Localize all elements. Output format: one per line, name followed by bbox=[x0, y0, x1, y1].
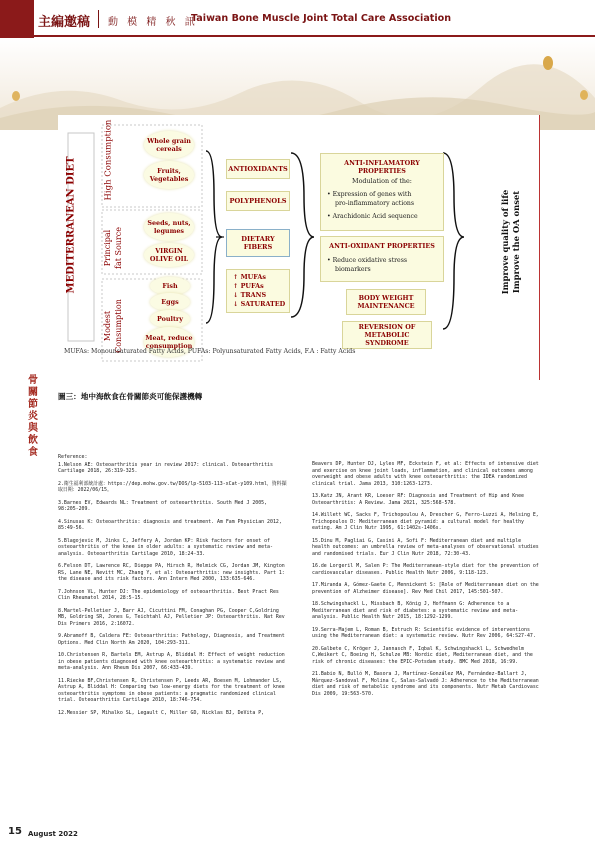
outcome-label bbox=[500, 187, 522, 297]
food-item: Whole grain cereals bbox=[144, 131, 194, 159]
reference-item: 1.Nelson AE: Osteoarthritis year in review 2017: clinical. Osteoarthritis Cartilage 2018, 26:319-325. bbox=[58, 461, 276, 474]
association-name: Taiwan Bone Muscle Joint Total Care Association bbox=[191, 13, 452, 24]
diagram-connectors bbox=[58, 115, 539, 380]
effect-bullets: • Expression of genes with pro-inflammatory actions • Arachidonic Acid sequence bbox=[327, 190, 437, 221]
effect-title: ANTI-OXIDANT PROPERTIES bbox=[329, 242, 435, 250]
reference-item: 20.Galbete C, Kröger J, Jannasch F, Iqbal K, Schwingshackl L, Schwedhelm C,Weikert C, Boeing H, Schulze MB: Nordic diet, Mediterranean diet, and the risk of chronic diseases: the EPIC-Potsdam study. BMC Med 2018, 16:99. bbox=[312, 645, 536, 665]
component-antioxidants: ANTIOXIDANTS bbox=[226, 159, 290, 179]
reference-item: 5.Blagojevic M, Jinks C, Jeffery A, Jordan KP: Risk factors for onset of osteoarthritis of the knee in older adults: a systematic review and meta-analysis. Osteoarthritis Cartilage 2010, 18:24-33. bbox=[58, 537, 273, 557]
effect-text: pro-inflammatory actions bbox=[335, 200, 415, 207]
reference-item: 15.Dinu M, Pagliai G, Casini A, Sofi F: Mediterranean diet and multiple health outcomes: an umbrella review of meta-analyses of observational studies and randomised trials. Eur J Clin Nutr 2018, 72:30-43. bbox=[312, 537, 542, 557]
outcome-line: Improve quality of life bbox=[500, 189, 510, 295]
food-item: Meat, reduce consumption bbox=[144, 327, 194, 357]
reference-item: 11.Riecke BF,Christensen R, Christensen P, Leeds AR, Boesen M, Lohmander LS, Astrup A, Bliddal H: Comparing two low-energy diets for the treatment of knee osteoarthritis symptoms in obese patients: a pragmatic randomized clinical trial. Osteoarthritis Cartilage 2010, 18:746-754. bbox=[58, 677, 288, 703]
reference-item: 10.Christensen R, Bartels EM, Astrup A, Bliddal H: Effect of weight reduction in obese patients diagnosed with knee osteoarthritis: a systematic review and meta-analysis. Ann Rheum Dis 2007, 66:433-439. bbox=[58, 652, 288, 671]
section-title: 主編邀稿 bbox=[38, 15, 91, 30]
component-fats bbox=[226, 269, 290, 313]
diagram-frame bbox=[58, 115, 540, 380]
component-dietary-fibers bbox=[226, 229, 290, 257]
effect-title: ANTI-INFLAMATORY PROPERTIES bbox=[344, 159, 420, 175]
references-heading: Reference: bbox=[58, 454, 88, 460]
effect-anti-inflammatory bbox=[320, 153, 444, 231]
reference-item: 14.Willett WC, Sacks F, Trichopoulou A, Drescher G, Ferro-Luzzi A, Helsing E, Trichopoulos D: Mediterranean diet pyramid: a cultural model for healthy eating. Am J Clin Nutr 1995, 61:1402s-1406s. bbox=[312, 512, 542, 531]
food-item: Fish bbox=[150, 277, 190, 295]
header-accent-bar bbox=[0, 0, 34, 38]
reference-item: 9.Abramoff B, Caldera FE: Osteoarthritis: Pathology, Diagnosis, and Treatment Options. Med Clin North Am 2020, 104:293-311. bbox=[58, 633, 288, 646]
effect-body-weight bbox=[346, 289, 426, 315]
group-label-high-consumption: High Consumption bbox=[103, 119, 114, 201]
reference-item: 2.衛生福利部統計處：https://dep.mohw.gov.tw/DOS/lp-5103-113-xCat-y109.html，資料擷取日期：2022/06/15。 bbox=[58, 480, 287, 493]
reference-item: 8.Martel-Pelletier J, Barr AJ, Cicuttini FM, Conaghan PG, Cooper C,Goldring MB, Goldring SR, Jones G, Teichtahl AJ, Pelletier JP: Osteoarthritis. Nat Rev Dis Primers 2016, 2:16072. bbox=[58, 607, 288, 627]
effect-bullets: • Reduce oxidative stress biomarkers bbox=[327, 256, 437, 274]
header-rule bbox=[34, 35, 595, 37]
food-item: Eggs bbox=[150, 293, 190, 311]
effect-title: METABOLIC SYNDROME bbox=[364, 331, 410, 347]
page-number: 15 bbox=[8, 826, 22, 837]
effect-title: MAINTENANCE bbox=[357, 302, 415, 310]
reference-item: 12.Messier SP, Mihalko SL, Legault C, Miller GD, Nicklas BJ, DeVita P, bbox=[58, 709, 265, 716]
component-text: ↑ PUFAs bbox=[233, 282, 264, 290]
effect-text: Reduce oxidative stress bbox=[332, 257, 408, 264]
reference-item: 17.Miranda A, Gómez-Gaete C, Mennickent S: [Role of Mediterranean diet on the prevention of Alzheimer disease]. Rev Med Chil 2017, 145:501-507. bbox=[312, 582, 542, 595]
reference-item: 13.Katz JN, Arant KR, Loeser RF: Diagnosis and Treatment of Hip and Knee Osteoarthritis: A Review. Jama 2021, 325:568-578. bbox=[312, 493, 527, 506]
outcome-line: Improve the OA onset bbox=[511, 190, 521, 294]
newsletter-name: 動 模 精 秋 訊 bbox=[108, 17, 198, 28]
effect-text: Expression of genes with bbox=[332, 191, 412, 198]
reference-item: Beavers DP, Hunter DJ, Lyles MF, Eckstein F, et al: Effects of intensive diet and exercise on knee joint loads, inflammation, and clinical outcomes among overweight and obese adults with knee osteoarthritis: the IDEA randomized clinical trial. Jama 2013, 310:1263-1273. bbox=[312, 461, 542, 487]
header-divider bbox=[98, 10, 99, 28]
reference-item: 7.Johnson VL, Hunter DJ: The epidemiology of osteoarthritis. Best Pract Res Clin Rheumatol 2014, 28:5-15. bbox=[58, 588, 282, 601]
component-text: FIBERS bbox=[243, 243, 273, 251]
group-label-line: Modest bbox=[103, 310, 112, 342]
effect-text: Arachidonic Acid sequence bbox=[332, 213, 418, 220]
component-text: DIETARY bbox=[241, 235, 275, 243]
references-right-column bbox=[312, 461, 540, 703]
group-label-line: Principal bbox=[103, 229, 112, 267]
component-polyphenols: POLYPHENOLS bbox=[226, 191, 290, 211]
food-item: Poultry bbox=[150, 310, 190, 328]
group-label-line: Consumption bbox=[114, 299, 123, 353]
figure-caption: 圖三：地中海飲食在骨關節炎可能保護機轉 bbox=[58, 392, 203, 401]
effect-text: biomarkers bbox=[335, 266, 371, 273]
component-text: ↑ MUFAs bbox=[233, 273, 266, 281]
reference-item: 21.Babio N, Bulló M, Basora J, Martínez-González MA, Fernández-Ballart J, Márquez-Sandoval F, Molina C, Salas-Salvadó J: Adherence to the Mediterranean diet and risk of metabolic syndrome and its components. Nutr Metab Cardiovasc Dis 2009, 19:563-570. bbox=[312, 671, 542, 697]
group-label-line: fat Source bbox=[114, 227, 123, 269]
effect-reversion-metabolic bbox=[342, 321, 432, 349]
reference-item: 6.Felson DT, Lawrence RC, Dieppe PA, Hirsch R, Helmick CG, Jordan JM, Kington RS, Lane NE, Nevitt MC, Zhang Y, et al: Osteoarthritis: new insights. Part 1: the disease and its risk factors. Ann Intern Med 2000, 133:635-646. bbox=[58, 563, 288, 582]
component-text: ↓ TRANS bbox=[233, 291, 267, 299]
effect-title: BODY WEIGHT bbox=[358, 294, 414, 302]
food-item: Fruits, Vegetables bbox=[144, 161, 194, 189]
mediterranean-diet-label: MEDITERRANEAN DIET bbox=[65, 156, 77, 294]
group-label-principal-fat bbox=[102, 223, 124, 273]
effect-title: REVERSION OF bbox=[358, 323, 416, 331]
component-text: ↓ SATURATED bbox=[233, 300, 286, 308]
effect-text: Modulation of the: bbox=[352, 177, 412, 185]
side-section-label: 骨關節炎與飲食 bbox=[28, 375, 38, 458]
effect-anti-oxidant bbox=[320, 236, 444, 282]
issue-date: August 2022 bbox=[28, 830, 78, 838]
references-left-column bbox=[58, 454, 288, 722]
reference-item: 18.Schwingshackl L, Missbach B, König J, Hoffmann G: Adherence to a Mediterranean diet and risk of diabetes: a systematic review and meta-analysis. Public Health Nutr 2015, 18:1292-1299. bbox=[312, 601, 519, 620]
figure-footnote: MUFAs: Monounsaturated Fatty Acids, PUFAs: Polyunsaturated Fatty Acids, F.A : Fatty Acids bbox=[64, 348, 356, 355]
food-item: Seeds, nuts, legumes bbox=[144, 213, 194, 241]
reference-item: 19.Serra-Majem L, Roman B, Estruch R: Scientific evidence of interventions using the Mediterranean diet: a systematic review. Nutr Rev 2006, 64:S27-47. bbox=[312, 626, 536, 639]
food-item: VIRGIN OLIVE OIL bbox=[144, 243, 194, 267]
reference-item: 3.Barnes EV, Edwards NL: Treatment of osteoarthritis. South Med J 2005, 98:205-209. bbox=[58, 499, 271, 512]
reference-item: 16.de Lorgeril M, Salen P: The Mediterranean-style diet for the prevention of cardiovascular diseases. Public Health Nutr 2006, 9:118-123. bbox=[312, 563, 542, 576]
reference-item: 4.Sinusas K: Osteoarthritis: diagnosis and treatment. Am Fam Physician 2012, 85:49-56. bbox=[58, 518, 285, 531]
